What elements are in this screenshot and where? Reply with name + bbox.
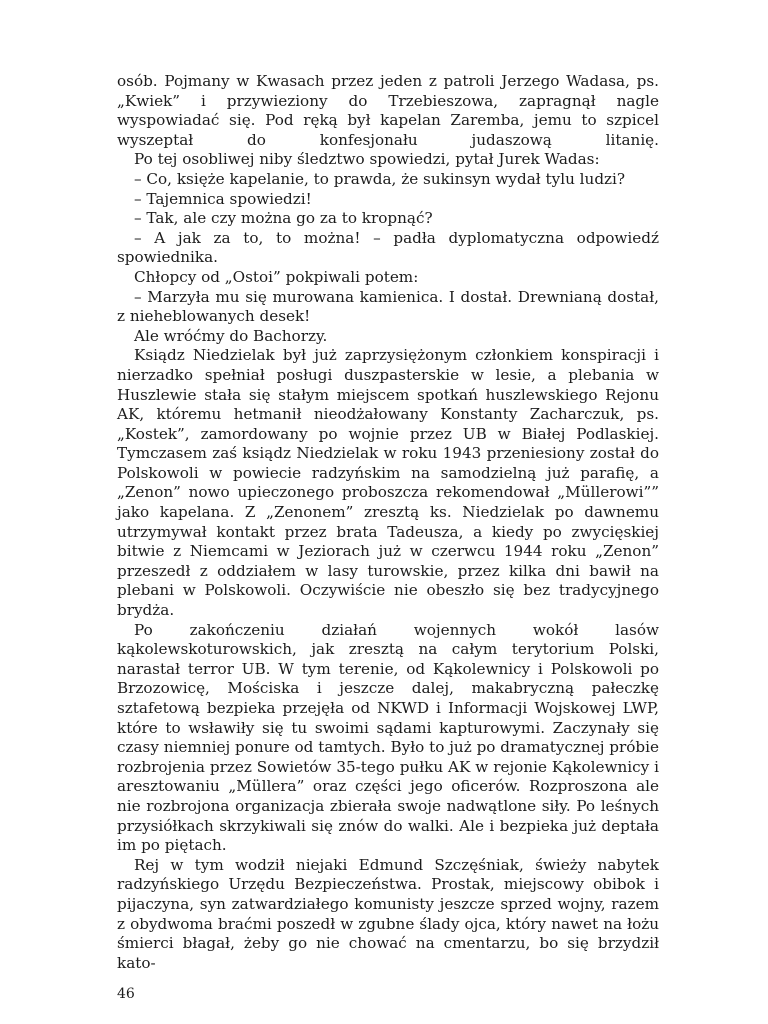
dialogue-line-3: – Tak, ale czy można go za to kropnąć? [134,209,433,228]
paragraph-7: Rej w tym wodził niejaki Edmund Szczęśniak, świeży nabytek radzyńskiego Urzędu Bezpieczeństwa. Prostak, miejscowy obibok i pijaczyna, syn zatwardziałego komunisty jeszcze sprzed wojny, razem z obydwoma braćmi poszedł w zgubne ślady ojca, który nawet na łożu śmierci błagał, żeby go nie chować na cmentarzu, bo się brzydził kato- [117,855,659,972]
paragraph-2: Po tej osobliwej niby śledztwo spowiedzi, pytał Jurek Wadas: [134,150,600,169]
dialogue-line-2: – Tajemnica spowiedzi! [134,189,312,208]
paragraph-1: osób. Pojmany w Kwasach przez jeden z patroli Jerzego Wadasa, ps. „Kwiek” i przywieziony do Trzebieszowa, zapragnął nagle wyspowiadać się. Pod ręką był kapelan Zaremba, jemu to szpicel wyszeptał do konfesjonału judaszową litanię. [117,72,659,149]
dialogue-line-4: – A jak za to, to można! – padła dyplomatyczna odpowiedź spowiednika. [117,228,659,267]
paragraph-3: Chłopcy od „Ostoi” pokpiwali potem: [134,267,419,286]
paragraph-4: Ale wróćmy do Bachorzy. [134,326,328,345]
paragraph-6: Po zakończeniu działań wojennych wokół lasów kąkolewskoturowskich, jak zresztą na całym terytorium Polski, narastał terror UB. W tym terenie, od Kąkolewnicy i Polskowoli po Brzozowicę, Mościska i jeszcze dalej, makabryczną pałeczkę sztafetową bezpieka przejęła od NKWD i Informacji Wojskowej LWP, które to wsławiły się tu swoimi sądami kapturowymi. Zaczynały się czasy niemniej ponure od tamtych. Było to już po dramatycznej próbie rozbrojenia przez Sowietów 35-tego pułku AK w rejonie Kąkolewnicy i aresztowaniu „Müllera” oraz części jego oficerów. Rozproszona ale nie rozbrojona organizacja zbierała swoje nadwątlone siły. Po leśnych przysiółkach skrzykiwali się znów do walki. Ale i bezpieka już deptała im po piętach. [117,620,659,855]
paragraph-5: Ksiądz Niedzielak był już zaprzysiężonym członkiem konspiracji i nierzadko spełniał posługi duszpasterskie w lesie, a plebania w Huszlewie stała się stałym miejscem spotkań huszlewskiego Rejonu AK, któremu hetmanił nieodżałowany Konstanty Zacharczuk, ps. „Kostek”, zamordowany po wojnie przez UB w Białej Podlaskiej. Tymczasem zaś ksiądz Niedzielak w roku 1943 przeniesiony został do Polskowoli w powiecie radzyńskim na samodzielną już parafię, a „Zenon” nowo upieczonego proboszcza rekomendował „Müllerowi”” jako kapelana. Z „Zenonem” zresztą ks. Niedzielak po dawnemu utrzymywał kontakt przez brata Tadeusza, a kiedy po zwycięskiej bitwie z Niemcami w Jeziorach już w czerwcu 1944 roku „Zenon” przeszedł z oddziałem w lasy turowskie, przez kilka dni bawił na plebani w Polskowoli. Oczywiście nie obeszło się bez tradycyjnego brydża. [117,346,659,620]
dialogue-line-1: – Co, księże kapelanie, to prawda, że sukinsyn wydał tylu ludzi? [134,169,626,188]
dialogue-line-5: – Marzyła mu się murowana kamienica. I dostał. Drewnianą dostał, z nieheblowanych desek! [117,287,659,326]
page-number: 46 [117,986,135,1002]
body-text [117,72,659,973]
